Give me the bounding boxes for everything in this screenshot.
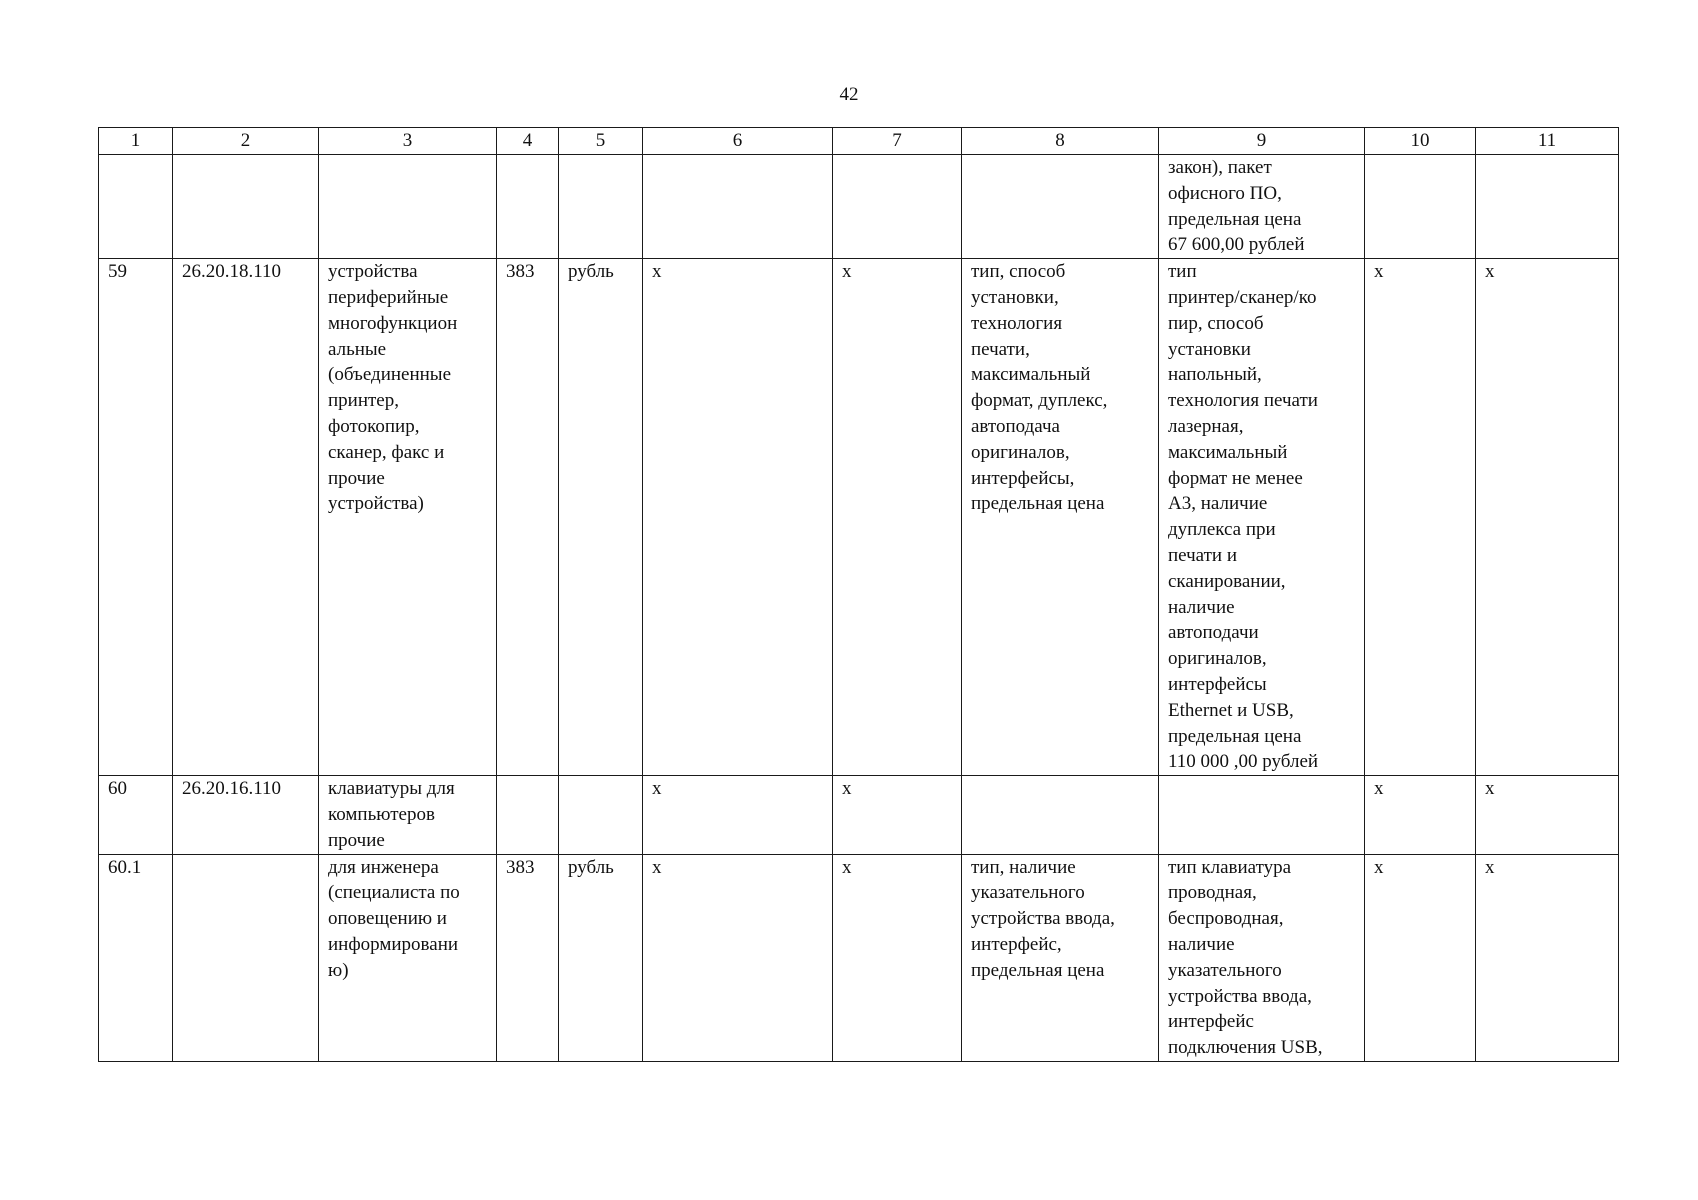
header-col-3: 3 bbox=[319, 128, 497, 155]
cell-unit-code: 383 bbox=[497, 854, 559, 1061]
cell-unit-name bbox=[559, 776, 643, 854]
cell-col-10: x bbox=[1365, 259, 1476, 776]
cell-col-7 bbox=[833, 155, 962, 259]
cell-col-7: x bbox=[833, 854, 962, 1061]
cell-unit-code: 383 bbox=[497, 259, 559, 776]
header-col-5: 5 bbox=[559, 128, 643, 155]
cell-code bbox=[173, 854, 319, 1061]
cell-unit-code bbox=[497, 155, 559, 259]
cell-col-7: x bbox=[833, 776, 962, 854]
cell-col-11 bbox=[1476, 155, 1619, 259]
table-row-59 bbox=[99, 259, 1619, 776]
table-row-60 bbox=[99, 776, 1619, 854]
cell-characteristics bbox=[962, 155, 1159, 259]
cell-unit-name: рубль bbox=[559, 259, 643, 776]
header-col-7: 7 bbox=[833, 128, 962, 155]
cell-col-6 bbox=[643, 155, 833, 259]
cell-values: тип клавиатура проводная, беспроводная, наличие указательного устройства ввода, интерфейс подключения USB, bbox=[1159, 854, 1365, 1061]
cell-col-6: x bbox=[643, 259, 833, 776]
table-row-continuation bbox=[99, 155, 1619, 259]
cell-characteristics: тип, наличие указательного устройства ввода, интерфейс, предельная цена bbox=[962, 854, 1159, 1061]
cell-characteristics: тип, способ установки, технология печати, максимальный формат, дуплекс, автоподача оригиналов, интерфейсы, предельная цена bbox=[962, 259, 1159, 776]
cell-name: для инженера (специалиста по оповещению и информировани ю) bbox=[319, 854, 497, 1061]
data-table bbox=[98, 127, 1619, 1062]
cell-col-11: x bbox=[1476, 259, 1619, 776]
cell-name: устройства периферийные многофункцион альные (объединенные принтер, фотокопир, сканер, факс и прочие устройства) bbox=[319, 259, 497, 776]
header-col-10: 10 bbox=[1365, 128, 1476, 155]
cell-number: 60.1 bbox=[99, 854, 173, 1061]
cell-col-6: x bbox=[643, 854, 833, 1061]
cell-col-10: x bbox=[1365, 854, 1476, 1061]
header-col-2: 2 bbox=[173, 128, 319, 155]
cell-col-11: x bbox=[1476, 776, 1619, 854]
header-col-8: 8 bbox=[962, 128, 1159, 155]
header-row bbox=[99, 128, 1619, 155]
cell-code: 26.20.16.110 bbox=[173, 776, 319, 854]
header-col-4: 4 bbox=[497, 128, 559, 155]
header-col-11: 11 bbox=[1476, 128, 1619, 155]
table-row-60-1 bbox=[99, 854, 1619, 1061]
header-col-6: 6 bbox=[643, 128, 833, 155]
cell-number: 60 bbox=[99, 776, 173, 854]
cell-characteristics bbox=[962, 776, 1159, 854]
page-number: 42 bbox=[839, 84, 859, 105]
cell-code bbox=[173, 155, 319, 259]
cell-values: закон), пакет офисного ПО, предельная цена 67 600,00 рублей bbox=[1159, 155, 1365, 259]
cell-col-7: x bbox=[833, 259, 962, 776]
header-col-9: 9 bbox=[1159, 128, 1365, 155]
cell-name bbox=[319, 155, 497, 259]
cell-col-11: x bbox=[1476, 854, 1619, 1061]
cell-unit-name bbox=[559, 155, 643, 259]
cell-col-10 bbox=[1365, 155, 1476, 259]
cell-values bbox=[1159, 776, 1365, 854]
cell-col-10: x bbox=[1365, 776, 1476, 854]
header-col-1: 1 bbox=[99, 128, 173, 155]
cell-unit-code bbox=[497, 776, 559, 854]
cell-code: 26.20.18.110 bbox=[173, 259, 319, 776]
cell-values: тип принтер/сканер/ко пир, способ установки напольный, технология печати лазерная, максимальный формат не менее А3, наличие дуплекса при печати и сканировании, наличие автоподачи оригиналов, интерфейсы Ethernet и USB, предельная цена 110 000 ,00 рублей bbox=[1159, 259, 1365, 776]
cell-col-6: x bbox=[643, 776, 833, 854]
cell-number bbox=[99, 155, 173, 259]
cell-unit-name: рубль bbox=[559, 854, 643, 1061]
cell-name: клавиатуры для компьютеров прочие bbox=[319, 776, 497, 854]
cell-number: 59 bbox=[99, 259, 173, 776]
